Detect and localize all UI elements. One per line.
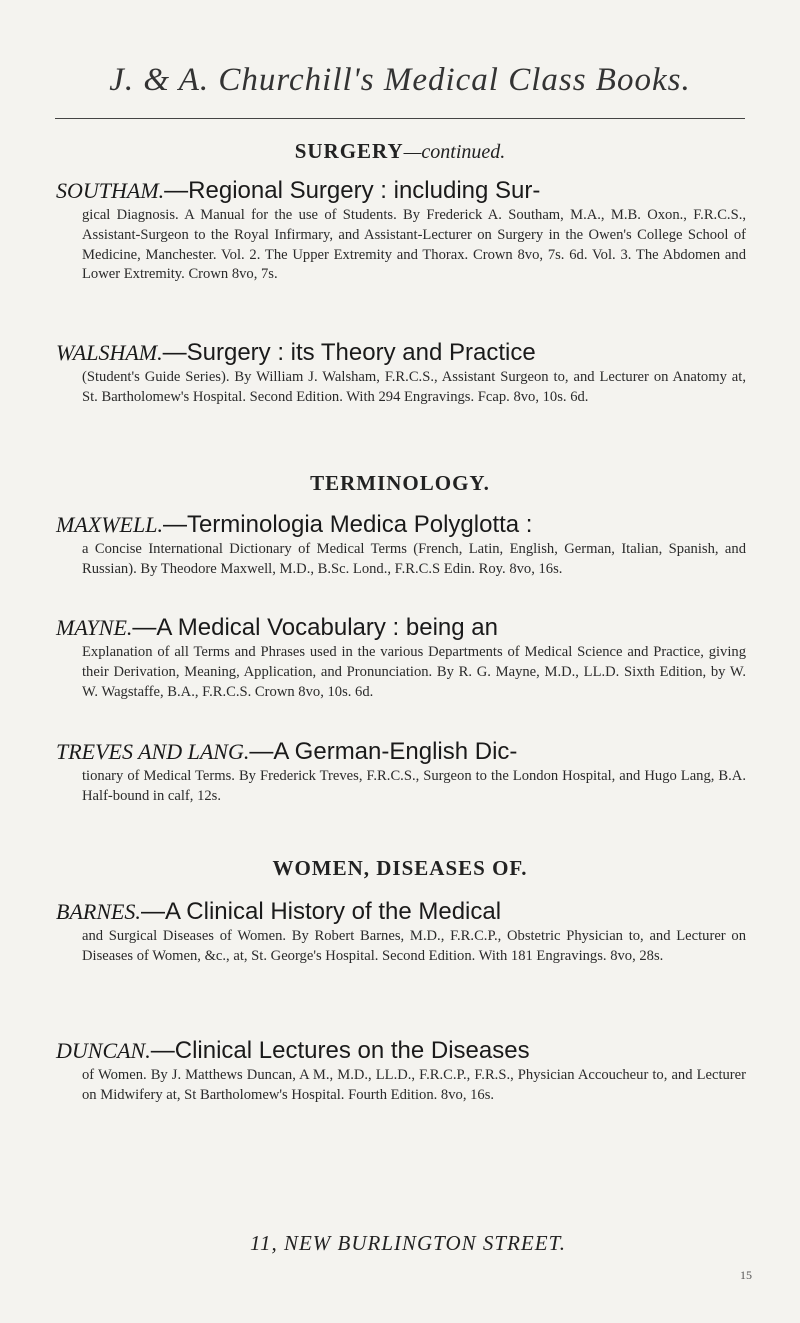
entry-description: and Surgical Diseases of Women. By Robert Barnes, M.D., F.R.C.P., Obstetric Physician to, and Lecturer on Diseases of Women, &c., at, St. George's Hospital. Second Edition. With 181 Engravings. 8vo, 28s. (82, 928, 746, 964)
entry-description: tionary of Medical Terms. By Frederick Treves, F.R.C.S., Surgeon to the London Hospital, and Hugo Lang, B.A. Half-bound in calf, 12s. (82, 768, 746, 804)
entry-title-line (56, 510, 746, 540)
book-entry-southam (56, 176, 746, 285)
entry-title: —A German-English Dic- (249, 738, 518, 765)
entry-title: —Clinical Lectures on the Diseases (150, 1037, 530, 1064)
section-heading-terminology (0, 471, 800, 496)
book-entry-mayne (56, 613, 746, 702)
entry-title: —Regional Surgery : including Sur- (164, 177, 541, 204)
section-heading-text: TERMINOLOGY. (310, 471, 490, 495)
entry-title-line (56, 338, 746, 368)
header-rule (55, 118, 745, 119)
page-number: 15 (740, 1268, 752, 1282)
entry-title-line (56, 1036, 746, 1066)
entry-author: DUNCAN. (56, 1038, 151, 1063)
entry-description: a Concise International Dictionary of Medical Terms (French, Latin, English, German, Italian, Spanish, and Russian). By Theodore Maxwell, M.D., B.Sc. Lond., F.R.C.S Edin. Roy. 8vo, 16s. (82, 541, 746, 577)
entry-title: —Surgery : its Theory and Practice (162, 339, 536, 366)
section-heading-text: WOMEN, DISEASES OF. (272, 856, 528, 880)
book-entry-duncan (56, 1036, 746, 1106)
entry-author: MAYNE. (56, 615, 133, 640)
entry-description: (Student's Guide Series). By William J. Walsham, F.R.C.S., Assistant Surgeon to, and Lecturer on Anatomy at, St. Bartholomew's Hospital. Second Edition. With 294 Engravings. Fcap. 8vo, 10s. 6d. (82, 369, 746, 405)
entry-description: gical Diagnosis. A Manual for the use of Students. By Frederick A. Southam, M.A., M.B. Oxon., F.R.C.S., Assistant-Surgeon to the Royal Infirmary, and Assistant-Lecturer on Surgery in the Owen's College School of Medicine, Manchester. Vol. 2. The Upper Extremity and Thorax. Crown 8vo, 7s. 6d. Vol. 3. The Abdomen and Lower Extremity. Crown 8vo, 7s. (82, 207, 746, 283)
entry-title: —Terminologia Medica Polyglotta : (162, 511, 533, 538)
section-heading-text: SURGERY (294, 139, 404, 163)
section-heading-women-diseases (0, 856, 800, 881)
entry-description: Explanation of all Terms and Phrases used in the various Departments of Medical Science and Practice, giving their Derivation, Meaning, Application, and Pronunciation. By R. G. Mayne, M.D., LL.D. Sixth Edition, by W. W. Wagstaffe, B.A., F.R.C.S. Crown 8vo, 10s. 6d. (82, 644, 746, 700)
entry-author: TREVES AND LANG. (56, 739, 250, 764)
entry-title-line (56, 613, 746, 643)
book-entry-barnes (56, 897, 746, 967)
entry-author: SOUTHAM. (56, 178, 165, 203)
running-header: J. & A. Churchill's Medical Class Books. (109, 62, 691, 98)
entry-title-line (56, 176, 746, 206)
entry-author: MAXWELL. (56, 512, 163, 537)
publisher-address: 11, NEW BURLINGTON STREET. (250, 1231, 566, 1255)
entry-title: —A Clinical History of the Medical (140, 898, 502, 925)
book-entry-treves-lang (56, 737, 746, 807)
section-heading-surgery (0, 139, 800, 164)
entry-author: BARNES. (56, 899, 141, 924)
entry-title-line (56, 897, 746, 927)
book-entry-walsham (56, 338, 746, 408)
entry-description: of Women. By J. Matthews Duncan, A M., M.D., LL.D., F.R.C.P., F.R.S., Physician Accoucheur to, and Lecturer on Midwifery at, St Bartholomew's Hospital. Fourth Edition. 8vo, 16s. (82, 1067, 746, 1103)
section-heading-suffix: —continued. (403, 141, 506, 163)
entry-author: WALSHAM. (56, 340, 163, 365)
book-entry-maxwell (56, 510, 746, 580)
entry-title-line (56, 737, 746, 767)
entry-title: —A Medical Vocabulary : being an (132, 614, 498, 641)
